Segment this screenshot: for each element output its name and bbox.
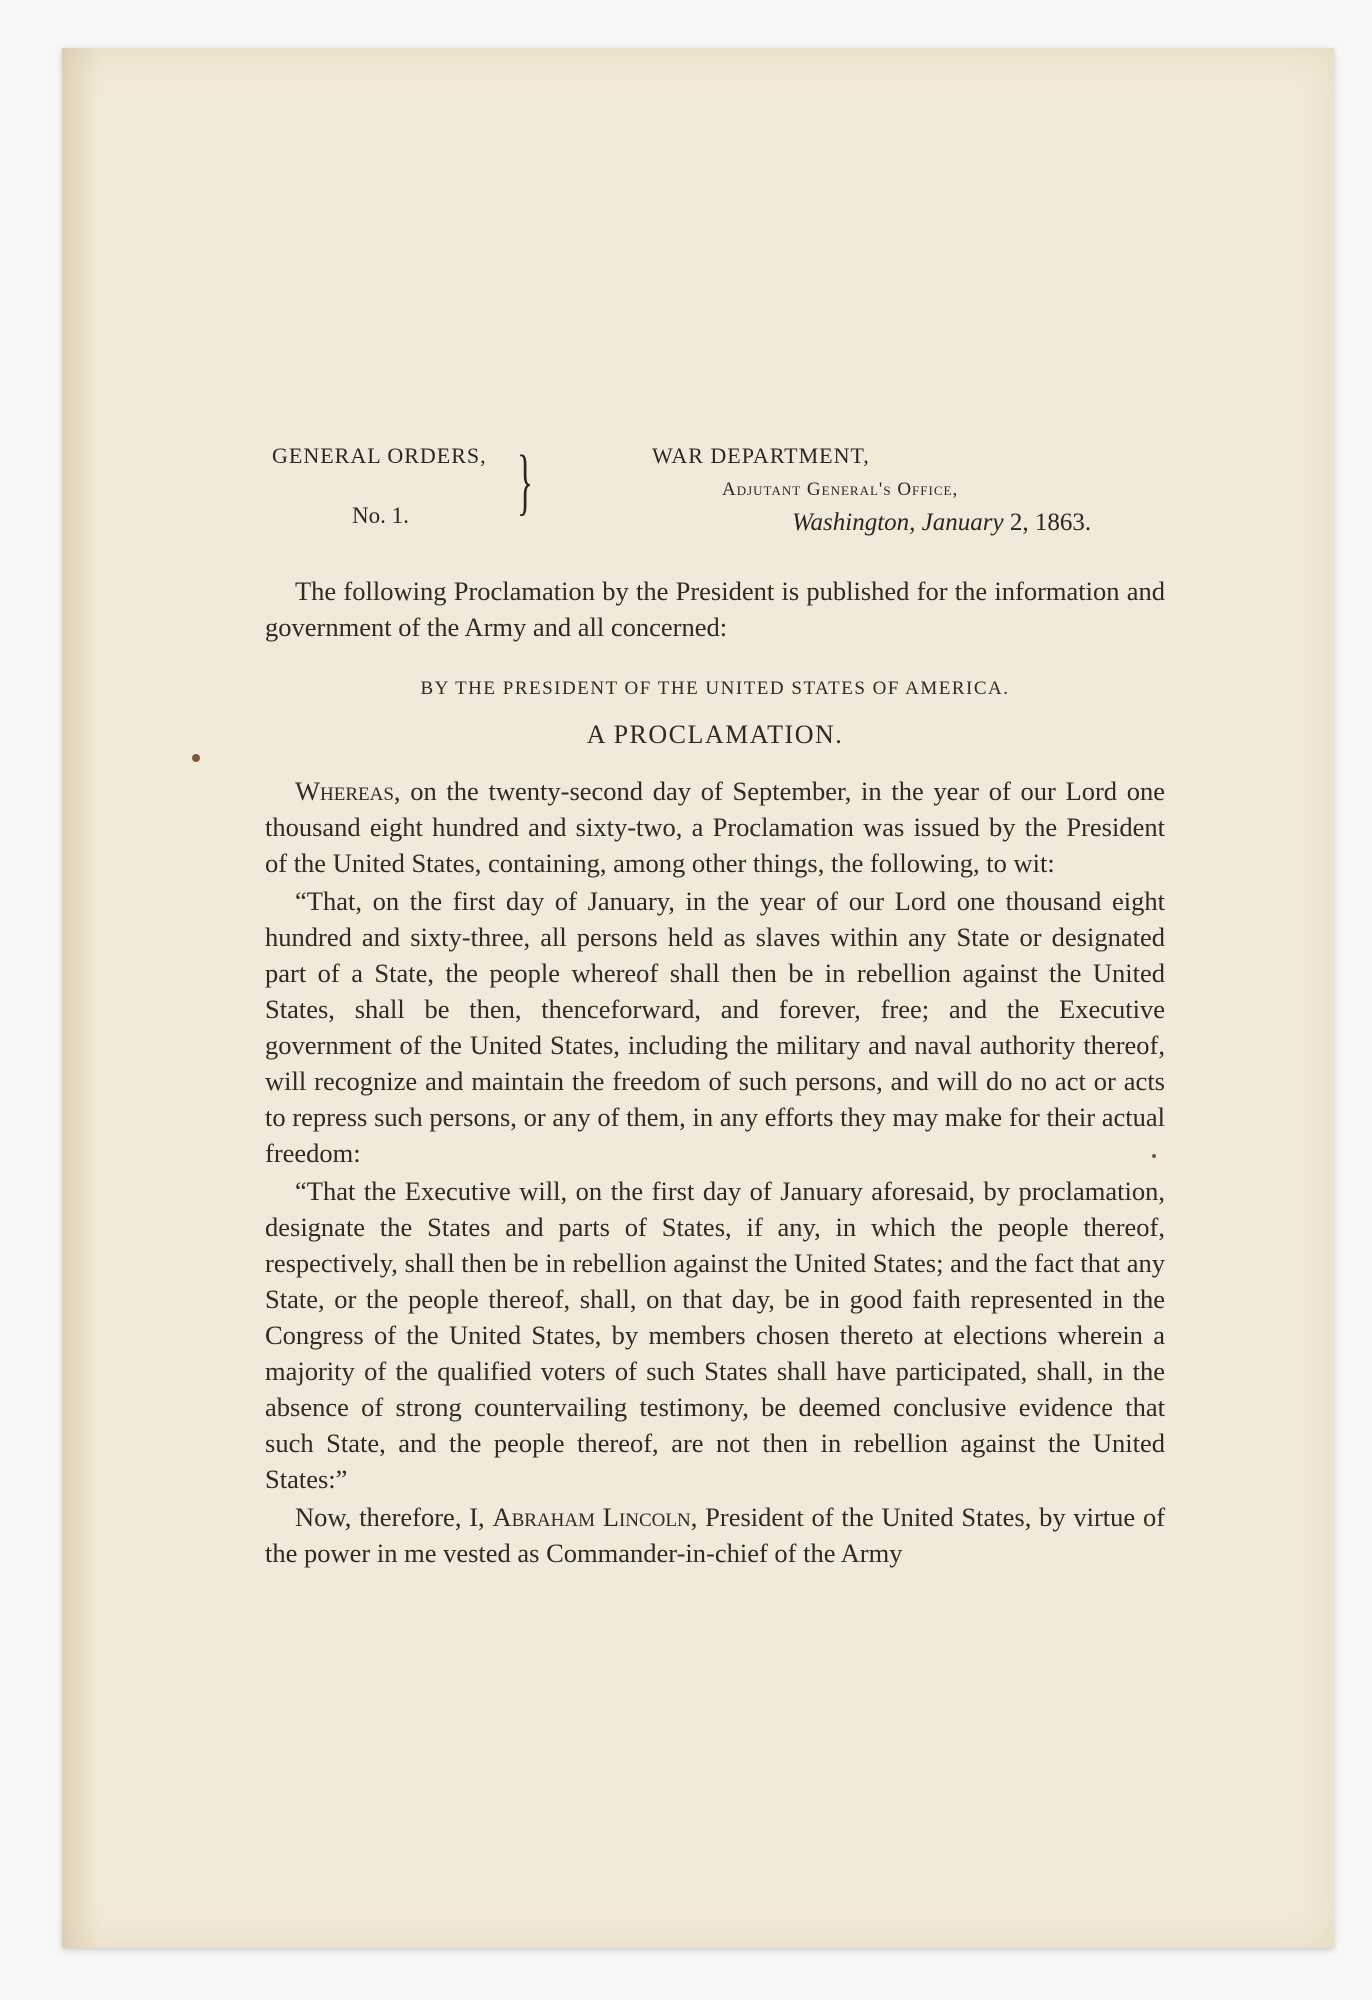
whereas-lead: Whereas,: [295, 776, 401, 806]
document-page: [62, 48, 1334, 1948]
order-header: [272, 443, 1172, 553]
president-name: Abraham Lincoln,: [492, 1502, 698, 1532]
dateline: [792, 509, 1172, 537]
general-orders-block: [272, 443, 512, 529]
now-therefore-text: President of the United States, by virtue of the power in me vested as Commander-in-chief of the Army: [265, 1502, 1166, 1568]
ink-spot: [192, 754, 200, 762]
now-therefore-lead: Now, therefore, I,: [295, 1502, 485, 1532]
quoted-paragraph-2: “That the Executive will, on the first day of January aforesaid, by proclamation, designate the States and parts of States, if any, in which the people thereof, respectively, shall then be in rebellion against the United States; and the fact that any State, or the people thereof, shall, on that day, be in good faith represented in the Congress of the United States, by members chosen thereto at elections wherein a majority of the qualified voters of such States shall have participated, shall, in the absence of strong countervailing testimony, be deemed conclusive evidence that such State, and the people thereof, are not then in rebellion against the United States:”: [265, 1176, 1165, 1494]
department-name: WAR DEPARTMENT,: [652, 443, 870, 468]
date-year: 2, 1863.: [1009, 509, 1092, 536]
whereas-text: on the twenty-second day of September, in the year of our Lord one thousand eight hundred and sixty-two, a Proclamation was issued by the President of the United States, containing, among other things, the following, to wit:: [265, 776, 1165, 878]
department-block: [652, 443, 1172, 537]
order-number: No. 1.: [352, 503, 409, 528]
general-orders-label: GENERAL ORDERS,: [272, 443, 487, 468]
office-name: Adjutant General's Office,: [722, 479, 959, 500]
president-heading: BY THE PRESIDENT OF THE UNITED STATES OF AMERICA.: [420, 678, 1010, 699]
now-therefore-paragraph: [265, 1499, 1165, 1571]
date-place: Washington, January: [792, 509, 1004, 536]
brace-icon: }: [517, 441, 533, 523]
whereas-paragraph: [265, 773, 1165, 881]
quoted-paragraph-1: “That, on the first day of January, in the year of our Lord one thousand eight hundred and sixty-three, all persons held as slaves within any State or designated part of a State, the people whereof shall then be in rebellion against the United States, shall be then, thenceforward, and forever, free; and the Executive government of the United States, including the military and naval authority thereof, will recognize and maintain the freedom of such persons, and will do no act or acts to repress such persons, or any of them, in any efforts they may make for their actual freedom:: [265, 886, 1165, 1168]
document-body: [265, 573, 1165, 1573]
intro-paragraph: The following Proclamation by the President is published for the information and government of the Army and all concerned:: [265, 576, 1165, 642]
proclamation-title: A PROCLAMATION.: [586, 720, 844, 749]
